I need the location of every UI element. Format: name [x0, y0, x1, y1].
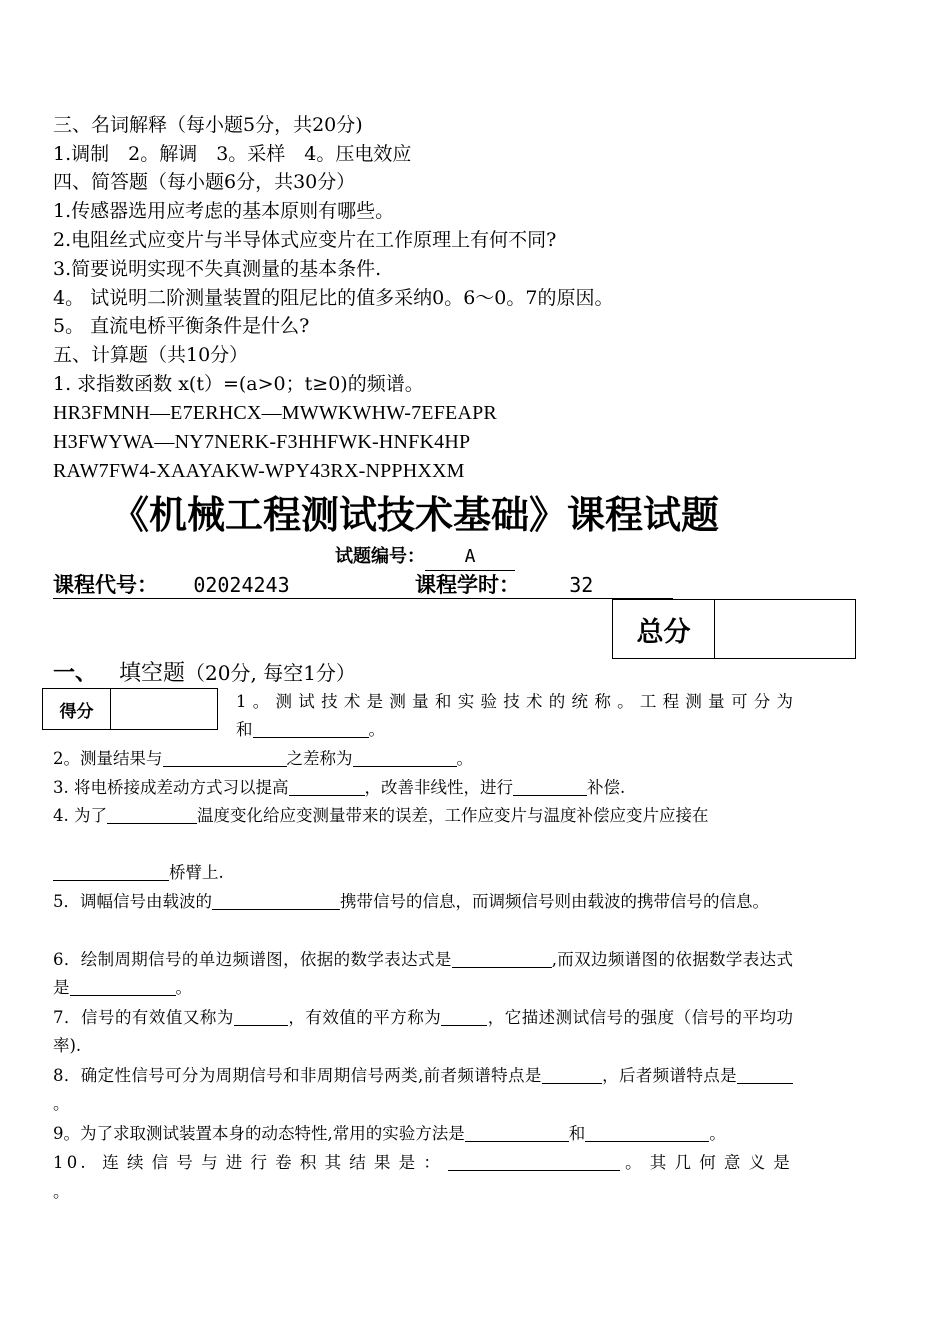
- blank[interactable]: [253, 717, 369, 738]
- question-7: [53, 1004, 793, 1060]
- section-score-field: [111, 689, 217, 729]
- code-line-2: H3FWYWA—NY7NERK-F3HHFWK-HNFK4HP: [53, 431, 471, 453]
- sec5-q1: 1. 求指数函数 x(t）=(a>0；t≥0)的频谱。: [53, 373, 424, 395]
- blank[interactable]: [70, 975, 176, 996]
- question-10-end: 。: [53, 1182, 70, 1201]
- question-8-text-b: ，后者频谱特点是: [601, 1066, 738, 1085]
- question-1-line1: 1。测试技术是测量和实验技术的统称。工程测量可分为: [236, 692, 793, 711]
- period: 。: [456, 749, 473, 768]
- question-2-text-a: 2。测量结果与: [53, 749, 163, 768]
- question-7-text-b: ，有效值的平方称为: [287, 1008, 442, 1027]
- question-6-text-a: 6．绘制周期信号的单边频谱图，依据的数学表达式是: [53, 950, 452, 969]
- question-4-text-c: 桥臂上.: [169, 863, 224, 882]
- section1-heading: [53, 658, 356, 689]
- section1-number: 一、: [53, 661, 98, 686]
- sec3-heading: 三、名词解释（每小题5分，共20分): [53, 114, 363, 136]
- total-score-box: [612, 599, 856, 659]
- question-10: [53, 1149, 793, 1177]
- question-5: [53, 888, 793, 916]
- course-info-row: [53, 572, 673, 599]
- section-score-box: [42, 688, 218, 730]
- question-4: [53, 802, 793, 830]
- exam-number: [335, 544, 515, 571]
- question-10-text-b: 。其几何意义是: [620, 1153, 793, 1172]
- question-4-text-b: 温度变化给应变测量带来的误差，工作应变片与温度补偿应变片应接在: [197, 806, 709, 825]
- question-1-and: 和: [236, 720, 253, 739]
- code-line-1: HR3FMNH—E7ERHCX—MWWKWHW-7EFEAPR: [53, 402, 497, 424]
- question-8-text-a: 8．确定性信号可分为周期信号和非周期信号两类,前者频谱特点是: [53, 1066, 542, 1085]
- question-6-text-b: ,而双边频谱图的依据数学表达式是: [53, 950, 793, 997]
- blank[interactable]: [234, 1005, 288, 1026]
- blank[interactable]: [542, 1063, 602, 1084]
- question-6: [53, 946, 793, 1002]
- question-10-text-a: 10. 连续信号与进行卷积其结果是：: [53, 1153, 449, 1172]
- question-3-text-a: 3. 将电桥接成差动方式习以提高: [53, 778, 289, 797]
- sec4-q3: 3.简要说明实现不失真测量的基本条件.: [53, 258, 382, 280]
- sec5-heading: 五、计算题（共10分）: [53, 344, 249, 366]
- question-5-text-a: 5．调幅信号由载波的: [53, 892, 212, 911]
- code-line-3: RAW7FW4-XAAYAKW-WPY43RX-NPPHXXM: [53, 460, 465, 482]
- question-1-line2: [236, 716, 385, 744]
- blank[interactable]: [53, 860, 169, 881]
- course-code-value: 02024243: [193, 573, 290, 597]
- question-2: [53, 745, 473, 773]
- period: 。: [368, 720, 385, 739]
- course-hours-label: 课程学时：: [414, 573, 520, 597]
- blank[interactable]: [448, 1150, 620, 1171]
- blank[interactable]: [585, 1121, 709, 1142]
- question-4-text-a: 4. 为了: [53, 806, 107, 825]
- sec3-items: 1.调制 2。解调 3。采样 4。压电效应: [53, 143, 412, 165]
- sec4-q2: 2.电阻丝式应变片与半导体式应变片在工作原理上有何不同?: [53, 229, 557, 251]
- period: 。: [53, 1094, 70, 1113]
- section1-title: 填空题: [119, 661, 186, 686]
- question-3: [53, 774, 625, 802]
- blank[interactable]: [737, 1063, 793, 1084]
- sec4-heading: 四、简答题（每小题6分，共30分）: [53, 171, 356, 193]
- blank[interactable]: [289, 775, 365, 796]
- question-8: [53, 1062, 793, 1118]
- blank[interactable]: [212, 889, 340, 910]
- period: 。: [175, 978, 192, 997]
- blank[interactable]: [163, 746, 287, 767]
- course-hours-value: 32: [569, 573, 594, 597]
- blank[interactable]: [452, 947, 552, 968]
- blank[interactable]: [513, 775, 587, 796]
- blank[interactable]: [353, 746, 457, 767]
- blank[interactable]: [441, 1005, 487, 1026]
- period: 。: [709, 1124, 726, 1143]
- sec4-q5: 5。 直流电桥平衡条件是什么?: [53, 315, 310, 337]
- section-score-label: 得分: [43, 689, 111, 729]
- blank[interactable]: [465, 1121, 569, 1142]
- exam-number-value: A: [425, 544, 515, 571]
- question-9: [53, 1120, 726, 1148]
- question-9-text-a: 9。为了求取测试装置本身的动态特性,常用的实验方法是: [53, 1124, 465, 1143]
- sec4-q4: 4。 试说明二阶测量装置的阻尼比的值多采纳0。6～0。7的原因。: [53, 287, 614, 309]
- exam-title: 《机械工程测试技术基础》课程试题: [110, 493, 719, 537]
- question-3-text-b: ，改善非线性，进行: [364, 778, 513, 797]
- question-3-text-c: 补偿.: [587, 778, 626, 797]
- sec4-q1: 1.传感器选用应考虑的基本原则有哪些。: [53, 200, 395, 222]
- question-7-text-c: ，它描述测试信号的强度（信号的平均功率).: [53, 1008, 794, 1055]
- question-2-text-b: 之差称为: [286, 749, 353, 768]
- blank[interactable]: [107, 803, 197, 824]
- question-7-text-a: 7．信号的有效值又称为: [53, 1008, 234, 1027]
- question-4-cont: [53, 859, 224, 887]
- section1-note: （20分, 每空1分）: [185, 661, 356, 685]
- course-code-label: 课程代号：: [53, 573, 158, 597]
- question-9-text-b: 和: [568, 1124, 586, 1143]
- total-score-field: [715, 600, 855, 658]
- question-5-text-b: 携带信号的信息，而调频信号则由载波的携带信号的信息。: [340, 892, 769, 911]
- total-score-label: 总分: [613, 600, 715, 658]
- exam-number-label: 试题编号：: [335, 546, 425, 567]
